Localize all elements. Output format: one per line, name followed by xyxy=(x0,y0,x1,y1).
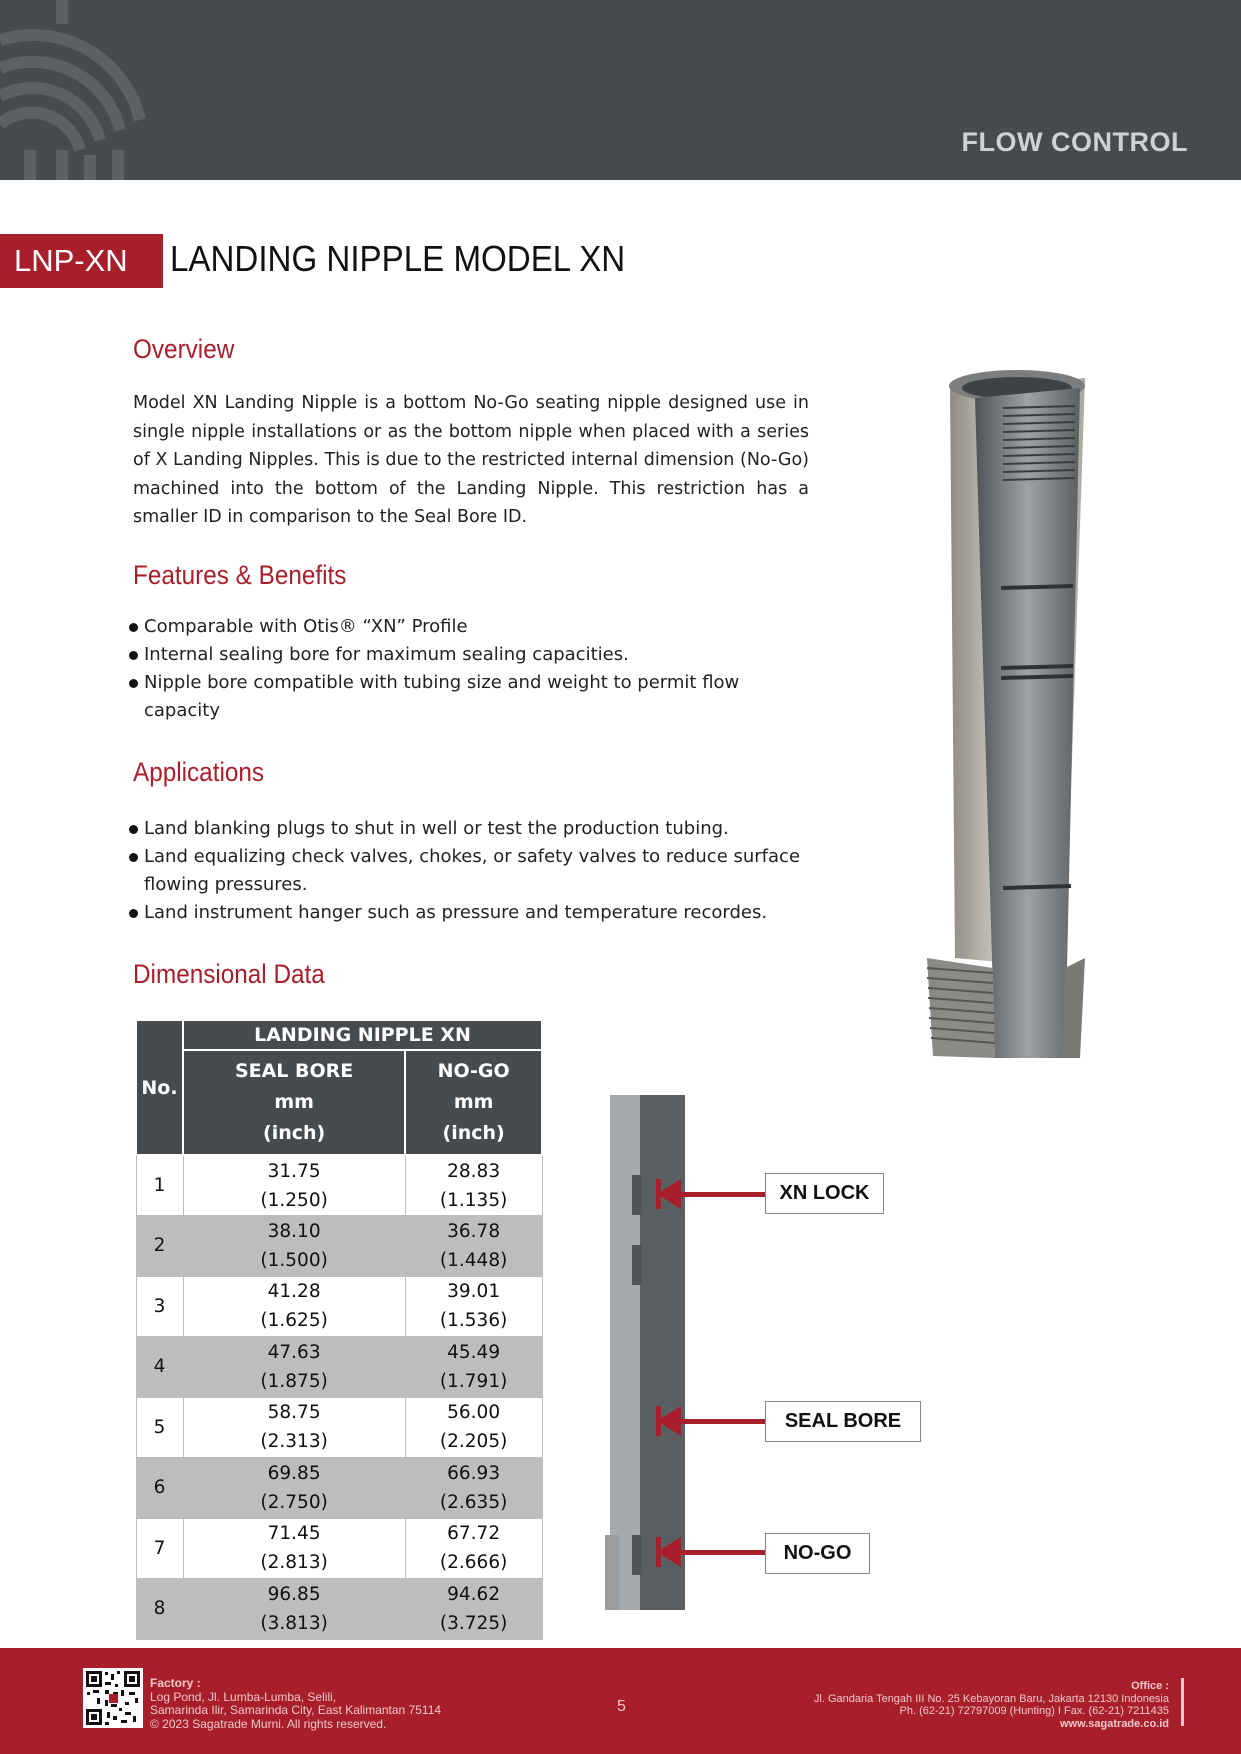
overview-text: Model XN Landing Nipple is a bottom No-Go seating nipple designed use in single nipple installations or as the bottom nipple when placed with a series of X Landing Nipples. This is due to the restricted internal dimension (No-Go) machined into the bottom of the Landing Nipple. This restriction has a smaller ID in comparison to the Seal Bore ID. xyxy=(133,393,809,527)
bullet-icon xyxy=(129,679,138,688)
bullet-icon xyxy=(129,853,138,862)
table-row: 1 31.75 (1.250) 28.83 (1.135) xyxy=(136,1155,542,1216)
bullet-icon xyxy=(129,909,138,918)
company-logo-icon xyxy=(0,0,150,180)
no-go-arrow-line xyxy=(680,1550,765,1555)
seal-bore-label: SEAL BORE xyxy=(765,1401,921,1442)
model-code-badge: LNP-XN xyxy=(0,234,163,288)
col-header-seal-bore: SEAL BORE mm (inch) xyxy=(183,1050,405,1155)
list-item: Internal sealing bore for maximum sealing capacities. xyxy=(128,641,818,669)
list-item: Comparable with Otis® “XN” Profile xyxy=(128,613,818,641)
page-number: 5 xyxy=(617,1698,626,1715)
page-header xyxy=(0,0,1241,180)
website-link[interactable]: www.sagatrade.co.id xyxy=(1059,1717,1169,1730)
bullet-icon xyxy=(129,623,138,632)
factory-address: Factory : Log Pond, Jl. Lumba-Lumba, Selili, Samarinda Ilir, Samarinda City, East Kalimantan 75114 © 2023 Sagatrade Murni. All rights reserved. xyxy=(150,1676,442,1731)
features-list xyxy=(128,613,818,725)
xn-lock-arrow-line xyxy=(680,1192,765,1197)
table-row: 8 96.85 (3.813) 94.62 (3.725) xyxy=(136,1579,542,1640)
office-address: Office : Jl. Gandaria Tengah III No. 25 Kebayoran Baru, Jakarta 12130 Indonesia Ph. (62-21) 72797009 (Hunting) I Fax. (62-21) 7211435 www.sagatrade.co.id xyxy=(813,1680,1169,1730)
applications-heading: Applications xyxy=(133,757,265,787)
table-row: 4 47.63 (1.875) 45.49 (1.791) xyxy=(136,1337,542,1398)
section-title: FLOW CONTROL xyxy=(961,127,1188,157)
overview-heading: Overview xyxy=(133,334,235,364)
table-row: 3 41.28 (1.625) 39.01 (1.536) xyxy=(136,1276,542,1337)
bullet-icon xyxy=(129,825,138,834)
landing-nipple-cutaway-image xyxy=(915,368,1145,1058)
seal-bore-arrow-icon xyxy=(657,1406,681,1436)
footer-divider xyxy=(1181,1678,1184,1726)
features-heading: Features & Benefits xyxy=(133,560,347,590)
page-footer xyxy=(0,1648,1241,1754)
list-item: Land blanking plugs to shut in well or test the production tubing. xyxy=(128,815,818,843)
xn-lock-label: XN LOCK xyxy=(765,1173,884,1214)
no-go-label: NO-GO xyxy=(765,1533,870,1574)
table-row: 2 38.10 (1.500) 36.78 (1.448) xyxy=(136,1216,542,1277)
list-item: Nipple bore compatible with tubing size and weight to permit flow capacity xyxy=(128,669,818,725)
list-item: Land instrument hanger such as pressure and temperature recordes. xyxy=(128,899,818,927)
no-go-arrow-icon xyxy=(657,1537,681,1567)
product-title: LANDING NIPPLE MODEL XN xyxy=(170,238,626,279)
list-item: Land equalizing check valves, chokes, or safety valves to reduce surface flowing pressures. xyxy=(128,843,818,899)
table-row: 7 71.45 (2.813) 67.72 (2.666) xyxy=(136,1518,542,1579)
seal-bore-arrow-line xyxy=(680,1419,765,1424)
xn-lock-arrow-icon xyxy=(657,1179,681,1209)
dimensional-heading: Dimensional Data xyxy=(133,959,325,989)
bullet-icon xyxy=(129,651,138,660)
dimensional-table xyxy=(135,1019,543,1640)
table-row: 5 58.75 (2.313) 56.00 (2.205) xyxy=(136,1397,542,1458)
col-header-no: No. xyxy=(136,1020,183,1155)
col-header-no-go: NO-GO mm (inch) xyxy=(405,1050,542,1155)
applications-list xyxy=(128,815,818,927)
table-row: 6 69.85 (2.750) 66.93 (2.635) xyxy=(136,1458,542,1519)
qr-code-icon xyxy=(83,1668,143,1728)
table-group-header: LANDING NIPPLE XN xyxy=(183,1020,542,1050)
